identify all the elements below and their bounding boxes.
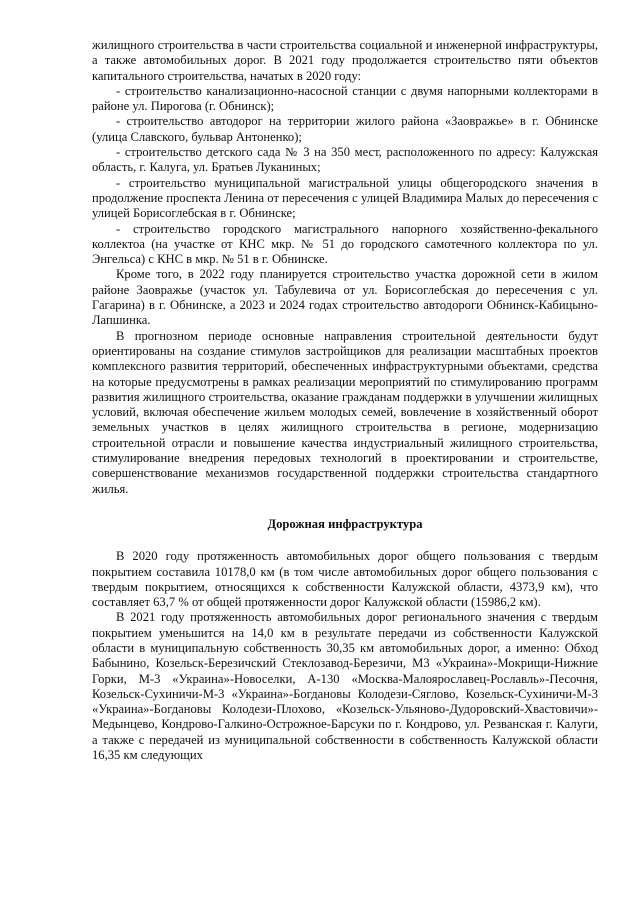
list-item-sewage-collector: - строительство городского магистрального напорного хозяйственно-фекального коллектоа (на участке от КНС мкр. № 51 до городского самотечного коллектора по ул. Энгельса) с КНС в мкр. № 51 в г. Обнинске. bbox=[92, 221, 598, 267]
list-item-zaovrazhye-roads: - строительство автодорог на территории жилого района «Заовражье» в г. Обнинске (улица Славского, бульвар Антоненко); bbox=[92, 114, 598, 144]
section-heading-road-infrastructure: Дорожная инфраструктура bbox=[267, 516, 423, 531]
document-body bbox=[92, 38, 598, 763]
paragraph-intro-continuation: жилищного строительства в части строительства социальной и инженерной инфраструктуры, а также автомобильных дорог. В 2021 году продолжается строительство пяти объектов капитального строительства, начатых в 2020 году: bbox=[92, 38, 598, 83]
list-item-kindergarten: - строительство детского сада № 3 на 350 мест, расположенного по адресу: Калужская область, г. Калуга, ул. Братьев Луканиных; bbox=[92, 145, 598, 175]
paragraph-2020-road-length: В 2020 году протяженность автомобильных дорог общего пользования с твердым покрытием составила 10178,0 км (в том числе автомобильных дорог общего пользования с твердым покрытием, относящихся к собственности Калужской области, 4373,9 км), что составляет 63,7 % от общей протяженности дорог Калужской области (15986,2 км). bbox=[92, 549, 598, 610]
list-item-main-street: - строительство муниципальной магистральной улицы общегородского значения в продолжение проспекта Ленина от пересечения с улицей Владимира Малых до пересечения с улицей Борисоглебская в г. Обнинске; bbox=[92, 175, 598, 221]
paragraph-2021-road-transfer: В 2021 году протяженность автомобильных дорог регионального значения с твердым покрытием уменьшится на 14,0 км в результате передачи из собственности Калужской области в муниципальную собственность 30,35 км автомобильных дорог, а именно: Обход Бабынино, Козельск-Березичский Стеклозавод-Березичи, М3 «Украина»-Мокрищи-Нижние Горки, М-3 «Украина»-Новоселки, А-130 «Москва-Малоярославец-Рославль»-Песочня, Козельск-Сухиничи-М-3 «Украина»-Богдановы Колодези-Сяглово, Козельск-Сухиничи-М-3 «Украина»-Богдановы Колодези-Плохово, «Козельск-Ульяново-Дудоровский-Хвастовичи»-Медынцево, Кондрово-Галкино-Острожное-Барсуки по г. Кондрово, ул. Резванская г. Калуги, а также с передачей из муниципальной собственности в собственность Калужской области 16,35 км следующих bbox=[92, 610, 598, 763]
list-item-sewage-pump-station: - строительство канализационно-насосной станции с двумя напорными коллекторами в районе ул. Пирогова (г. Обнинск); bbox=[92, 83, 598, 114]
paragraph-2022-plans: Кроме того, в 2022 году планируется строительство участка дорожной сети в жилом районе Заовражье (участок ул. Табулевича от ул. Борисоглебская до пересечения с ул. Гагарина) в г. Обнинске, а 2023 и 2024 годах строительство автодороги Обнинск-Кабицыно-Лапшинка. bbox=[92, 267, 598, 328]
paragraph-forecast-period: В прогнозном периоде основные направления строительной деятельности будут ориентированы на создание стимулов застройщиков для реализации масштабных проектов комплексного развития территорий, обеспеченных инфраструктурными объектами, средства на которые предусмотрены в рамках реализации мероприятий по стимулированию программ развития жилищного строительства, оказание гражданам поддержки в улучшении жилищных условий, включая обеспечение жильем молодых семей, вовлечение в хозяйственный оборот земельных участков в целях жилищного строительства в регионе, модернизацию строительной отрасли и повышение качества индустриальный жилищного строительства, стимулирование внедрения передовых технологий в проектировании и строительстве, совершенствование механизмов государственной поддержки строительства стандартного жилья. bbox=[92, 328, 598, 496]
